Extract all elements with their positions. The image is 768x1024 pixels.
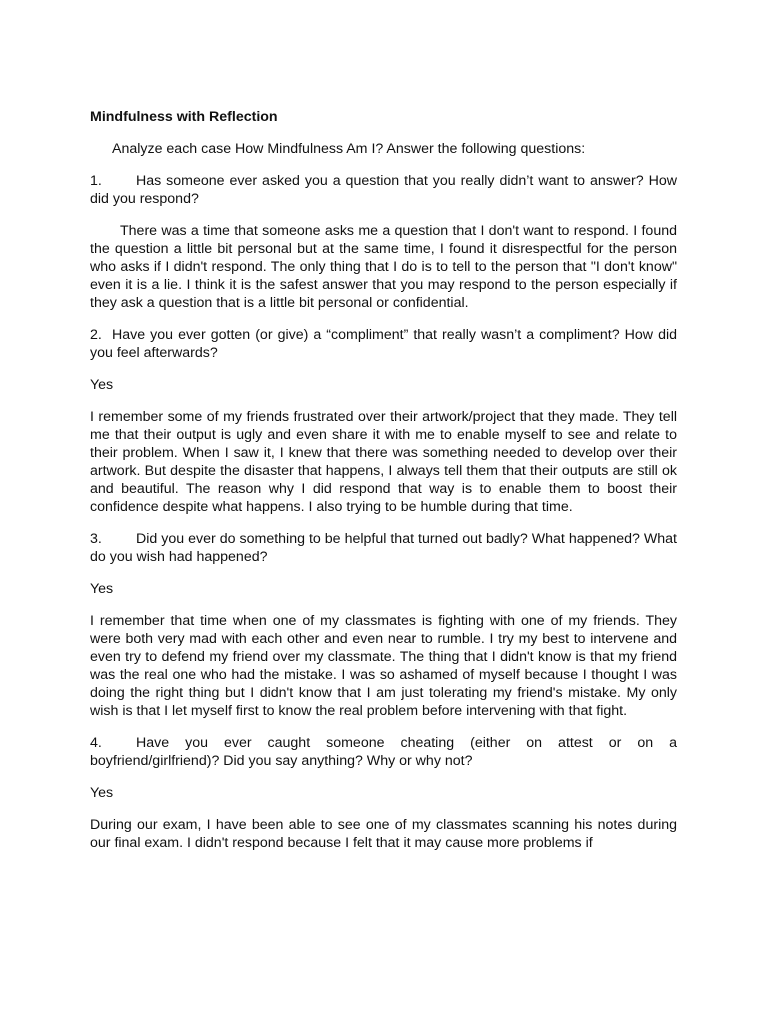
question-text: Have you ever gotten (or give) a “compliment” that really wasn’t a compliment? How did you feel afterwards? [90, 327, 677, 361]
question-number: 1. [90, 173, 102, 189]
document-page [90, 108, 677, 866]
question-3 [90, 530, 677, 566]
answer-2: I remember some of my friends frustrated over their artwork/project that they made. They tell me that their output is ugly and even share it with me to enable myself to see and relate to their problem. When I saw it, I knew that there was something needed to develop over their artwork. But despite the disaster that happens, I always tell them that their outputs are still ok and beautiful. The reason why I did respond that way is to enable them to boost their confidence despite what happens. I also trying to be humble during that time. [90, 409, 677, 515]
question-number: 4. [90, 735, 102, 751]
yes-response-4: Yes [90, 785, 114, 801]
question-number: 2. [90, 327, 102, 343]
question-1 [90, 172, 677, 208]
instructions: Analyze each case How Mindfulness Am I? Answer the following questions: [112, 141, 586, 157]
yes-response-3: Yes [90, 581, 114, 597]
question-text: Did you ever do something to be helpful that turned out badly? What happened? What do you wish had happened? [90, 531, 677, 565]
question-4 [90, 734, 677, 770]
answer-3: I remember that time when one of my classmates is fighting with one of my friends. They were both very mad with each other and even near to rumble. I try my best to intervene and even try to defend my friend over my classmate. The thing that I didn't know is that my friend was the real one who had the mistake. I was so ashamed of myself because I thought I was doing the right thing but I didn't know that I am just tolerating my friend's mistake. My only wish is that I let myself first to know the real problem before intervening with that fight. [90, 613, 677, 719]
question-text: Have you ever caught someone cheating (either on attest or on a boyfriend/girlfriend)? Did you say anything? Why or why not? [90, 735, 677, 769]
document-title: Mindfulness with Reflection [90, 109, 278, 125]
question-text: Has someone ever asked you a question that you really didn’t want to answer? How did you respond? [90, 173, 677, 207]
answer-1: There was a time that someone asks me a question that I don't want to respond. I found the question a little bit personal but at the same time, I found it disrespectful for the person who asks if I didn't respond. The only thing that I do is to tell to the person that "I don't know" even it is a lie. I think it is the safest answer that you may respond to the person especially if they ask a question that is a little bit personal or confidential. [90, 223, 677, 311]
question-number: 3. [90, 531, 102, 547]
yes-response-2: Yes [90, 377, 114, 393]
answer-4: During our exam, I have been able to see one of my classmates scanning his notes during our final exam. I didn't respond because I felt that it may cause more problems if [90, 817, 677, 851]
question-2 [90, 326, 677, 362]
